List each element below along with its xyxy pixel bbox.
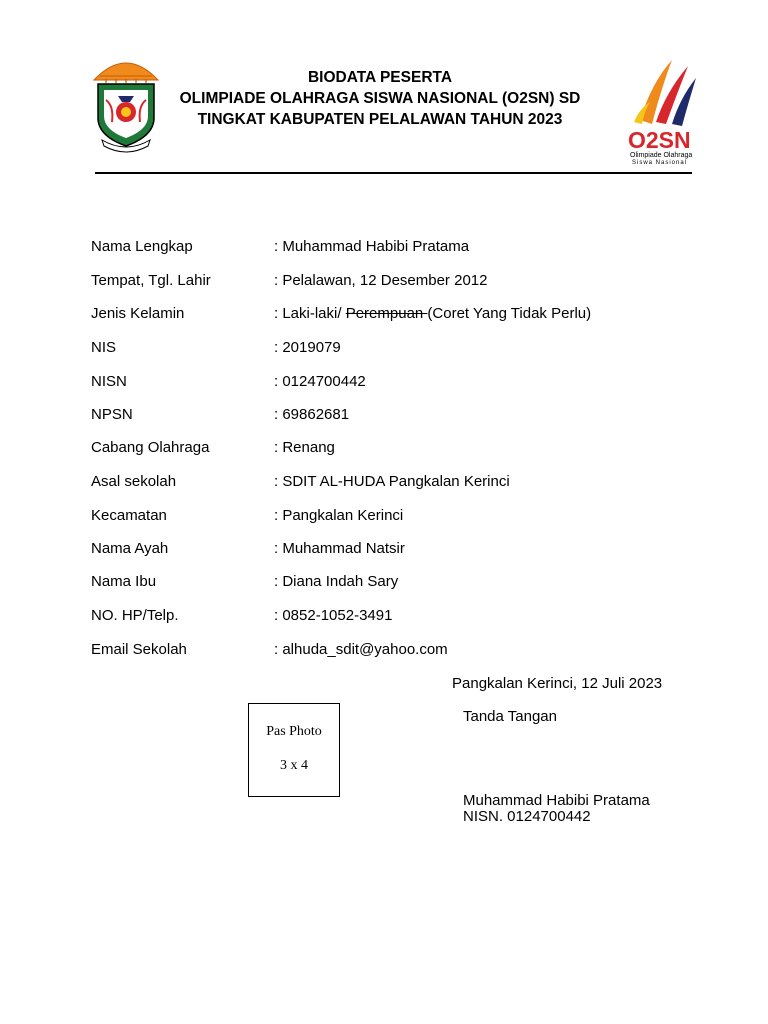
gender-note: (Coret Yang Tidak Perlu) — [427, 305, 592, 322]
field-kecamatan — [91, 506, 691, 526]
pas-photo-box — [248, 703, 340, 797]
field-label: Email Sekolah — [91, 641, 187, 658]
field-email-sekolah — [91, 640, 691, 660]
field-nis — [91, 338, 691, 358]
field-nisn — [91, 372, 691, 392]
field-label: NISN — [91, 373, 127, 390]
header-event: OLIMPIADE OLAHRAGA SISWA NASIONAL (O2SN) SD — [179, 90, 581, 107]
o2sn-wordmark: O2SN — [628, 127, 691, 153]
field-jenis-kelamin — [91, 304, 691, 324]
field-value: : Pelalawan, 12 Desember 2012 — [274, 272, 488, 289]
header-divider — [95, 172, 692, 174]
field-label: Nama Ayah — [91, 540, 169, 557]
field-asal-sekolah — [91, 472, 691, 492]
field-value: : SDIT AL-HUDA Pangkalan Kerinci — [274, 473, 510, 490]
field-value: : Muhammad Natsir — [274, 540, 405, 557]
signature-place-date: Pangkalan Kerinci, 12 Juli 2023 — [452, 675, 663, 692]
field-nama-ayah — [91, 539, 691, 559]
field-label: Tempat, Tgl. Lahir — [91, 272, 211, 289]
photo-size: 3 x 4 — [280, 758, 308, 773]
field-label: Cabang Olahraga — [91, 439, 210, 456]
field-value: : 0852-1052-3491 — [274, 607, 393, 624]
field-value: : Pangkalan Kerinci — [274, 507, 404, 524]
field-value: : 69862681 — [274, 406, 350, 423]
header-level: TINGKAT KABUPATEN PELALAWAN TAHUN 2023 — [197, 111, 563, 128]
pelalawan-crest-logo — [88, 50, 164, 154]
field-label: Nama Lengkap — [91, 238, 193, 255]
gender-struck: Perempuan — [345, 305, 428, 322]
signature-name: Muhammad Habibi Pratama — [463, 792, 650, 809]
field-label: Nama Ibu — [91, 573, 157, 590]
field-nama-ibu — [91, 572, 691, 592]
field-cabang-olahraga — [91, 438, 691, 458]
field-value: : 0124700442 — [274, 373, 366, 390]
field-label: NO. HP/Telp. — [91, 607, 179, 624]
field-tempat-tgl-lahir — [91, 271, 691, 291]
document-header — [160, 67, 600, 130]
field-no-hp — [91, 606, 691, 626]
field-label: Kecamatan — [91, 507, 167, 524]
field-label: Asal sekolah — [91, 473, 177, 490]
o2sn-tagline-2: Siswa Nasional — [632, 160, 688, 166]
field-value — [274, 304, 591, 324]
signature-nisn: NISN. 0124700442 — [463, 808, 591, 825]
header-title: BIODATA PESERTA — [307, 69, 453, 86]
field-value: : 2019079 — [274, 339, 341, 356]
signature-caption: Tanda Tangan — [463, 708, 557, 725]
field-value: : Muhammad Habibi Pratama — [274, 238, 470, 255]
o2sn-tagline-1: Olimpiade Olahraga — [630, 152, 693, 159]
field-npsn — [91, 405, 691, 425]
field-nama-lengkap — [91, 237, 691, 257]
field-label: NIS — [91, 339, 117, 356]
gender-selected: : Laki-laki/ — [274, 305, 346, 322]
photo-label: Pas Photo — [266, 724, 322, 739]
field-value: : alhuda_sdit@yahoo.com — [274, 641, 448, 658]
field-value: : Diana Indah Sary — [274, 573, 399, 590]
field-value: : Renang — [274, 439, 335, 456]
o2sn-logo — [626, 52, 702, 166]
field-label: Jenis Kelamin — [91, 305, 185, 322]
field-label: NPSN — [91, 406, 133, 423]
